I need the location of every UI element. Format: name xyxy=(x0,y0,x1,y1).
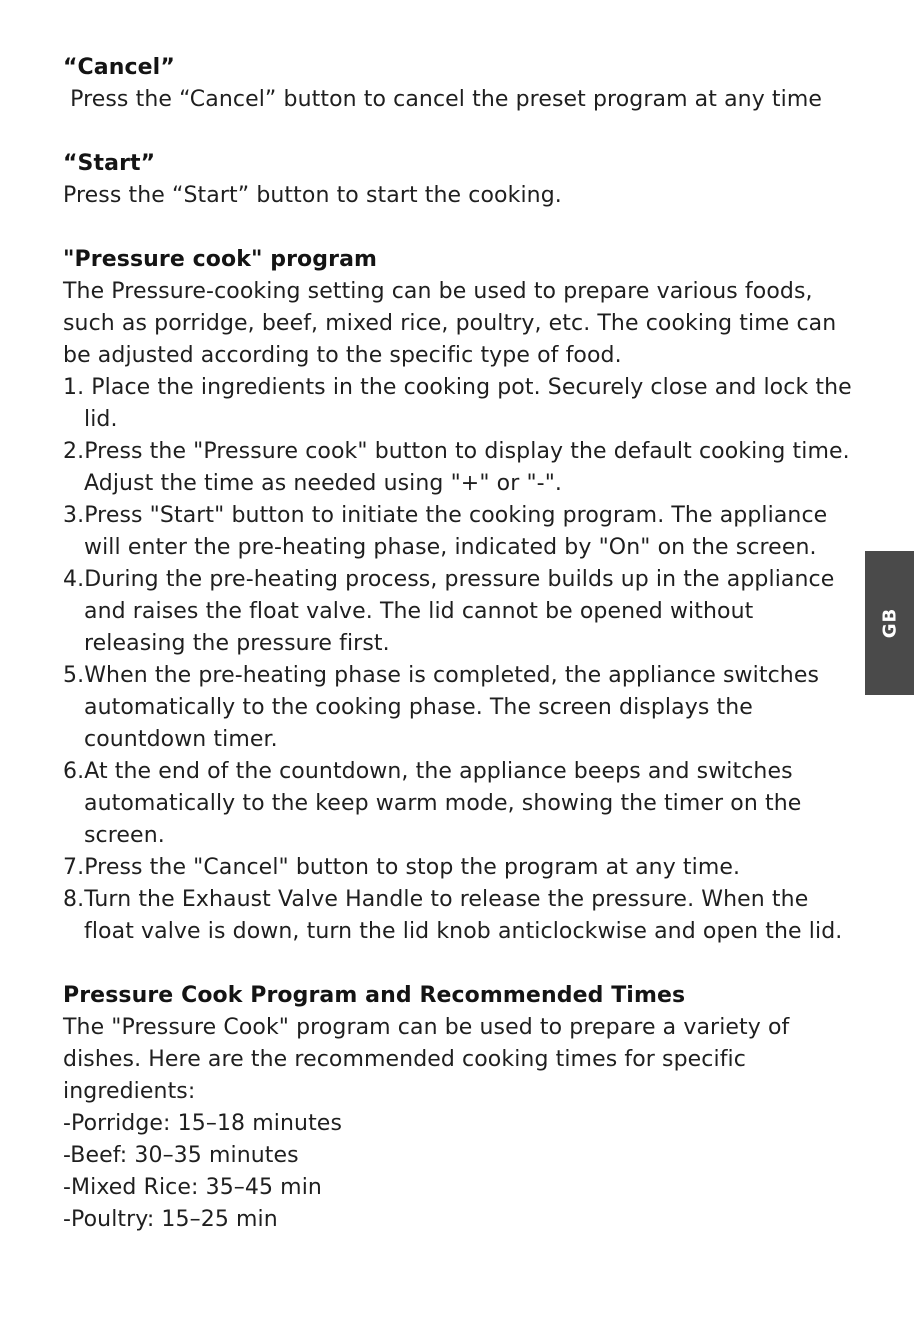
recommended-time-item: -Poultry: 15–25 min xyxy=(63,1207,278,1232)
spacer xyxy=(63,212,855,244)
recommended-times-intro: The "Pressure Cook" program can be used to prepare a variety of dishes. Here are the recommended cooking times for specific ingredients: xyxy=(63,1015,790,1104)
manual-page xyxy=(63,52,855,1236)
step-item: 4.During the pre-heating process, pressure builds up in the appliance and raises the float valve. The lid cannot be opened without releasing the pressure first. xyxy=(63,567,835,656)
pressure-cook-intro: The Pressure-cooking setting can be used to prepare various foods, such as porridge, beef, mixed rice, poultry, etc. The cooking time can be adjusted according to the specific type of food. xyxy=(63,279,837,368)
step-item: 3.Press "Start" button to initiate the cooking program. The appliance will enter the pre-heating phase, indicated by "On" on the screen. xyxy=(63,503,828,560)
pressure-cook-steps xyxy=(63,372,855,948)
step-item: 7.Press the "Cancel" button to stop the program at any time. xyxy=(63,855,741,880)
language-tab xyxy=(865,551,914,695)
recommended-time-item: -Beef: 30–35 minutes xyxy=(63,1143,299,1168)
spacer xyxy=(63,948,855,980)
step-item: 6.At the end of the countdown, the appliance beeps and switches automatically to the keep warm mode, showing the timer on the screen. xyxy=(63,759,802,848)
recommended-time-item: -Porridge: 15–18 minutes xyxy=(63,1111,343,1136)
cancel-heading: “Cancel” xyxy=(63,55,175,80)
pressure-cook-heading: "Pressure cook" program xyxy=(63,247,378,272)
recommended-time-item: -Mixed Rice: 35–45 min xyxy=(63,1175,322,1200)
cancel-description: Press the “Cancel” button to cancel the preset program at any time xyxy=(63,87,823,112)
start-description: Press the “Start” button to start the cooking. xyxy=(63,183,562,208)
step-item: 8.Turn the Exhaust Valve Handle to release the pressure. When the float valve is down, turn the lid knob anticlockwise and open the lid. xyxy=(63,887,843,944)
spacer xyxy=(63,116,855,148)
step-item: 2.Press the "Pressure cook" button to display the default cooking time. Adjust the time as needed using "+" or "-". xyxy=(63,439,850,496)
recommended-times-list xyxy=(63,1108,855,1236)
start-heading: “Start” xyxy=(63,151,156,176)
recommended-times-heading: Pressure Cook Program and Recommended Times xyxy=(63,983,686,1008)
language-tab-label: GB xyxy=(879,607,900,639)
step-item: 5.When the pre-heating phase is completed, the appliance switches automatically to the cooking phase. The screen displays the countdown timer. xyxy=(63,663,820,752)
step-item: 1. Place the ingredients in the cooking pot. Securely close and lock the lid. xyxy=(63,375,852,432)
